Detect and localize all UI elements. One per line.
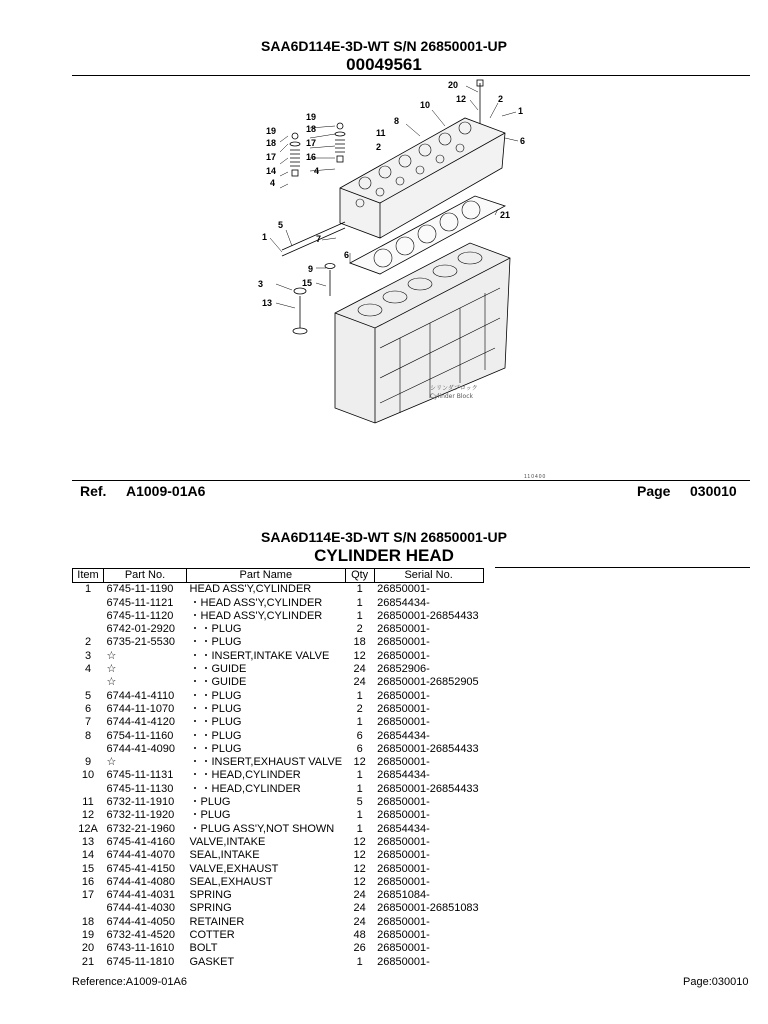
cylinder-head-exploded-diagram	[240, 78, 540, 478]
table-row	[73, 836, 484, 849]
plug-rod-part	[282, 228, 345, 256]
page-model-header: SAA6D114E-3D-WT S/N 26850001-UP	[261, 38, 507, 54]
row-qty: 6	[356, 742, 363, 755]
row-item	[73, 783, 104, 796]
callout-14: 14	[266, 166, 277, 176]
row-part-name: ・PLUG ASS'Y,NOT SHOWN	[189, 822, 335, 835]
callout-11: 11	[376, 128, 386, 138]
row-serial-no: 26850001-	[377, 702, 430, 715]
row-item: 11	[82, 796, 94, 809]
row-serial-no: 26850001-	[377, 942, 430, 955]
row-part-no: 6744-41-4030	[106, 902, 176, 915]
row-part-no: 6745-11-1120	[106, 609, 174, 622]
callout-7: 7	[316, 234, 322, 244]
callout-18: 18	[306, 124, 317, 134]
ref-rule	[72, 480, 750, 481]
page-value: 030010	[690, 483, 737, 499]
callout-2: 2	[498, 94, 504, 104]
row-part-name: GASKET	[189, 955, 235, 968]
row-item: 17	[81, 889, 95, 902]
row-serial-no: 26854434-	[377, 729, 430, 742]
callout-17: 17	[306, 138, 317, 148]
table-row	[73, 583, 484, 597]
row-qty: 1	[356, 822, 363, 835]
header-qty: Qty	[345, 569, 374, 583]
table-row	[73, 676, 484, 689]
row-part-no: 6732-21-1960	[106, 822, 176, 835]
row-item	[73, 743, 104, 756]
row-serial-no: 26852906-	[377, 663, 430, 676]
row-part-name: ・PLUG	[189, 809, 231, 822]
row-part-name: SEAL,INTAKE	[189, 849, 260, 862]
row-item	[73, 902, 104, 915]
row-qty: 2	[356, 623, 363, 636]
row-part-name: ・・PLUG	[189, 716, 242, 729]
footer-page: Page:030010	[683, 976, 749, 988]
row-qty: 12	[353, 649, 366, 662]
table-row	[73, 902, 484, 915]
row-part-no: 6745-11-1190	[106, 583, 174, 596]
row-qty: 12	[353, 756, 366, 769]
parts-table	[72, 568, 484, 969]
row-item: 5	[84, 689, 92, 702]
row-part-no: 6744-41-4031	[106, 889, 176, 902]
callout-21: 21	[500, 210, 511, 220]
row-item	[73, 676, 104, 689]
row-qty: 1	[356, 955, 363, 968]
row-item: 8	[84, 729, 92, 742]
row-part-no: 6745-41-4150	[106, 862, 176, 875]
row-part-name: SPRING	[189, 902, 232, 915]
header-part-no: Part No.	[104, 569, 187, 583]
table-row	[73, 809, 484, 822]
row-part-name: COTTER	[189, 929, 235, 942]
table-row	[73, 690, 484, 703]
table-row	[73, 597, 484, 610]
row-item: 18	[81, 915, 95, 928]
header-serial-no: Serial No.	[374, 569, 483, 583]
row-item: 20	[81, 942, 95, 955]
row-serial-no: 26850001-26852905	[377, 676, 479, 689]
row-serial-no: 26850001-	[377, 835, 430, 848]
row-part-no: 6743-11-1610	[106, 942, 175, 955]
callout-8: 8	[394, 116, 400, 126]
table-row	[73, 916, 484, 929]
row-serial-no: 26850001-	[377, 955, 430, 968]
row-serial-no: 26850001-26854433	[377, 609, 479, 622]
row-part-no: 6732-11-1920	[106, 809, 175, 822]
row-item: 12A	[78, 822, 98, 835]
callout-13: 13	[262, 298, 273, 308]
spring-part	[290, 150, 300, 166]
row-qty: 6	[356, 729, 363, 742]
row-qty: 26	[353, 942, 366, 955]
callout-6: 6	[520, 136, 526, 146]
row-serial-no: 26854434-	[377, 822, 430, 835]
row-qty: 12	[353, 875, 366, 888]
row-part-no: ☆	[106, 649, 117, 662]
row-part-no: 6745-41-4160	[106, 835, 176, 848]
row-serial-no: 26850001-	[377, 689, 430, 702]
row-serial-no: 26850001-	[377, 649, 430, 662]
header-item: Item	[73, 569, 104, 583]
table-row	[73, 730, 484, 743]
callout-2b: 2	[376, 142, 382, 152]
table-row	[73, 929, 484, 942]
table-row	[73, 889, 484, 902]
page-label: Page	[637, 483, 671, 499]
section-title: CYLINDER HEAD	[314, 546, 454, 565]
callout-17b: 17	[266, 152, 277, 162]
table-row	[73, 703, 484, 716]
callout-16: 16	[306, 152, 317, 162]
row-serial-no: 26850001-	[377, 929, 430, 942]
ref-label: Ref.	[80, 483, 107, 499]
row-serial-no: 26850001-	[377, 809, 430, 822]
row-serial-no: 26850001-	[377, 849, 430, 862]
row-part-name: ・PLUG	[189, 796, 231, 809]
row-part-name: VALVE,EXHAUST	[189, 862, 279, 875]
row-part-name: ・・HEAD,CYLINDER	[189, 769, 301, 782]
callout-9: 9	[308, 264, 314, 274]
cylinder-block-part	[335, 243, 510, 423]
row-qty: 24	[353, 889, 366, 902]
row-part-no: 6744-41-4080	[106, 875, 176, 888]
row-part-name: RETAINER	[189, 915, 245, 928]
header-part-name: Part Name	[187, 569, 346, 583]
row-qty: 1	[356, 596, 363, 609]
row-qty: 1	[356, 609, 363, 622]
callout-3: 3	[258, 279, 264, 289]
row-part-no: ☆	[106, 676, 117, 689]
row-part-name: ・・INSERT,INTAKE VALVE	[189, 649, 330, 662]
row-qty: 1	[356, 809, 363, 822]
table-row	[73, 756, 484, 769]
illustration-number: 00049561	[346, 55, 422, 74]
cylinder-head-part	[340, 118, 505, 238]
table-row	[73, 743, 484, 756]
row-part-no: 6744-41-4070	[106, 849, 176, 862]
row-serial-no: 26851084-	[377, 889, 430, 902]
row-serial-no: 26850001-	[377, 583, 430, 596]
row-item: 7	[84, 716, 92, 729]
row-part-name: ・・PLUG	[189, 729, 242, 742]
footer-reference: Reference:A1009-01A6	[72, 976, 187, 988]
row-part-no: 6732-41-4520	[106, 929, 176, 942]
row-serial-no: 26850001-	[377, 756, 430, 769]
callout-4b: 4	[270, 178, 276, 188]
drawing-code: 110400	[524, 474, 547, 480]
section-rule	[495, 567, 750, 568]
row-part-name: SPRING	[189, 889, 232, 902]
row-item: 4	[84, 663, 92, 676]
row-part-name: ・・GUIDE	[189, 663, 247, 676]
row-part-name: ・・PLUG	[189, 636, 242, 649]
callout-5: 5	[278, 220, 284, 230]
row-serial-no: 26850001-	[377, 796, 430, 809]
callout-1b: 1	[262, 232, 268, 242]
row-serial-no: 26850001-26854433	[377, 782, 479, 795]
row-part-no: 6745-11-1130	[106, 782, 174, 795]
row-part-no: 6754-11-1160	[106, 729, 174, 742]
row-qty: 48	[353, 929, 366, 942]
table-header-row	[73, 569, 484, 583]
table-row	[73, 849, 484, 862]
table-row	[73, 796, 484, 809]
row-part-name: ・・GUIDE	[189, 676, 247, 689]
table-row	[73, 769, 484, 782]
row-part-no: 6735-21-5530	[106, 636, 176, 649]
row-qty: 1	[356, 782, 363, 795]
callout-12: 12	[456, 94, 467, 104]
row-qty: 1	[356, 689, 363, 702]
row-qty: 2	[356, 702, 363, 715]
row-qty: 1	[356, 716, 363, 729]
row-serial-no: 26854434-	[377, 769, 430, 782]
row-qty: 24	[353, 915, 366, 928]
table-row	[73, 942, 484, 955]
row-part-name: ・・PLUG	[189, 689, 242, 702]
ref-value: A1009-01A6	[126, 483, 206, 499]
engraved-label-jp: シリンダブロック	[430, 385, 478, 392]
row-part-name: BOLT	[189, 942, 218, 955]
table-row	[73, 876, 484, 889]
row-part-name: ・・INSERT,EXHAUST VALVE	[189, 756, 343, 769]
row-serial-no: 26850001-	[377, 862, 430, 875]
row-qty: 24	[353, 663, 366, 676]
header-rule	[72, 75, 750, 76]
row-item: 16	[81, 875, 95, 888]
row-serial-no: 26850001-	[377, 623, 430, 636]
callout-15: 15	[302, 278, 313, 288]
row-part-name: ・HEAD ASS'Y,CYLINDER	[189, 609, 323, 622]
row-part-name: ・HEAD ASS'Y,CYLINDER	[189, 596, 323, 609]
row-qty: 12	[353, 849, 366, 862]
section-model-header: SAA6D114E-3D-WT S/N 26850001-UP	[261, 529, 507, 545]
row-part-no: 6742-01-2920	[106, 623, 176, 636]
row-serial-no: 26854434-	[377, 596, 430, 609]
parts-table-body	[73, 583, 484, 969]
row-item: 6	[84, 702, 92, 715]
row-qty: 1	[356, 583, 363, 596]
row-item	[73, 623, 104, 636]
row-serial-no: 26850001-	[377, 875, 430, 888]
table-row	[73, 636, 484, 649]
table-row	[73, 650, 484, 663]
row-part-no: 6744-41-4050	[106, 915, 176, 928]
table-row	[73, 610, 484, 623]
row-part-no: 6744-11-1070	[106, 702, 175, 715]
row-part-no: 6745-11-1121	[106, 596, 174, 609]
row-item: 19	[81, 929, 95, 942]
callout-1: 1	[518, 106, 524, 116]
row-part-name: VALVE,INTAKE	[189, 835, 266, 848]
row-part-name: ・・PLUG	[189, 623, 242, 636]
row-item: 12	[81, 809, 95, 822]
callout-19b: 19	[266, 126, 277, 136]
row-qty: 24	[353, 902, 366, 915]
row-part-name: HEAD ASS'Y,CYLINDER	[189, 583, 312, 596]
callout-20: 20	[448, 80, 459, 90]
table-row	[73, 823, 484, 836]
seal-part	[292, 170, 298, 176]
cotter-part	[292, 133, 298, 139]
row-part-no: 6732-11-1910	[106, 796, 175, 809]
callout-6b: 6	[344, 250, 350, 260]
row-part-name: ・・PLUG	[189, 702, 242, 715]
row-part-no: 6744-41-4090	[106, 742, 176, 755]
row-part-no: ☆	[106, 663, 117, 676]
row-serial-no: 26850001-26854433	[377, 742, 479, 755]
row-item: 13	[81, 835, 95, 848]
table-row	[73, 623, 484, 636]
row-part-no: 6744-41-4120	[106, 716, 176, 729]
row-part-name: SEAL,EXHAUST	[189, 875, 273, 888]
row-item: 15	[81, 862, 95, 875]
callout-10: 10	[420, 100, 431, 110]
row-item: 14	[81, 849, 95, 862]
row-serial-no: 26850001-	[377, 915, 430, 928]
table-row	[73, 956, 484, 969]
row-qty: 12	[353, 835, 366, 848]
row-item: 21	[81, 955, 95, 968]
table-row	[73, 783, 484, 796]
row-part-name: ・・HEAD,CYLINDER	[189, 782, 301, 795]
row-item: 10	[81, 769, 95, 782]
row-part-no: 6745-11-1810	[106, 955, 175, 968]
table-row	[73, 863, 484, 876]
row-serial-no: 26850001-	[377, 716, 430, 729]
callout-18b: 18	[266, 138, 277, 148]
insert-part	[294, 288, 306, 294]
row-item: 9	[84, 756, 92, 769]
callout-4: 4	[314, 166, 320, 176]
row-serial-no: 26850001-	[377, 636, 430, 649]
callout-19: 19	[306, 112, 317, 122]
row-qty: 18	[353, 636, 366, 649]
row-part-name: ・・PLUG	[189, 742, 242, 755]
row-item	[73, 610, 104, 623]
table-row	[73, 663, 484, 676]
row-serial-no: 26850001-26851083	[377, 902, 479, 915]
table-row	[73, 716, 484, 729]
row-qty: 5	[356, 796, 363, 809]
row-part-no: ☆	[106, 756, 117, 769]
row-item: 3	[84, 649, 92, 662]
row-qty: 1	[356, 769, 363, 782]
row-part-no: 6745-11-1131	[106, 769, 174, 782]
engraved-label-en: Cylinder Block	[430, 393, 473, 400]
row-item	[73, 597, 104, 610]
row-qty: 12	[353, 862, 366, 875]
row-qty: 24	[353, 676, 366, 689]
row-part-no: 6744-41-4110	[106, 689, 175, 702]
retainer-part	[290, 142, 300, 146]
row-item: 1	[84, 583, 92, 596]
row-item: 2	[84, 636, 92, 649]
